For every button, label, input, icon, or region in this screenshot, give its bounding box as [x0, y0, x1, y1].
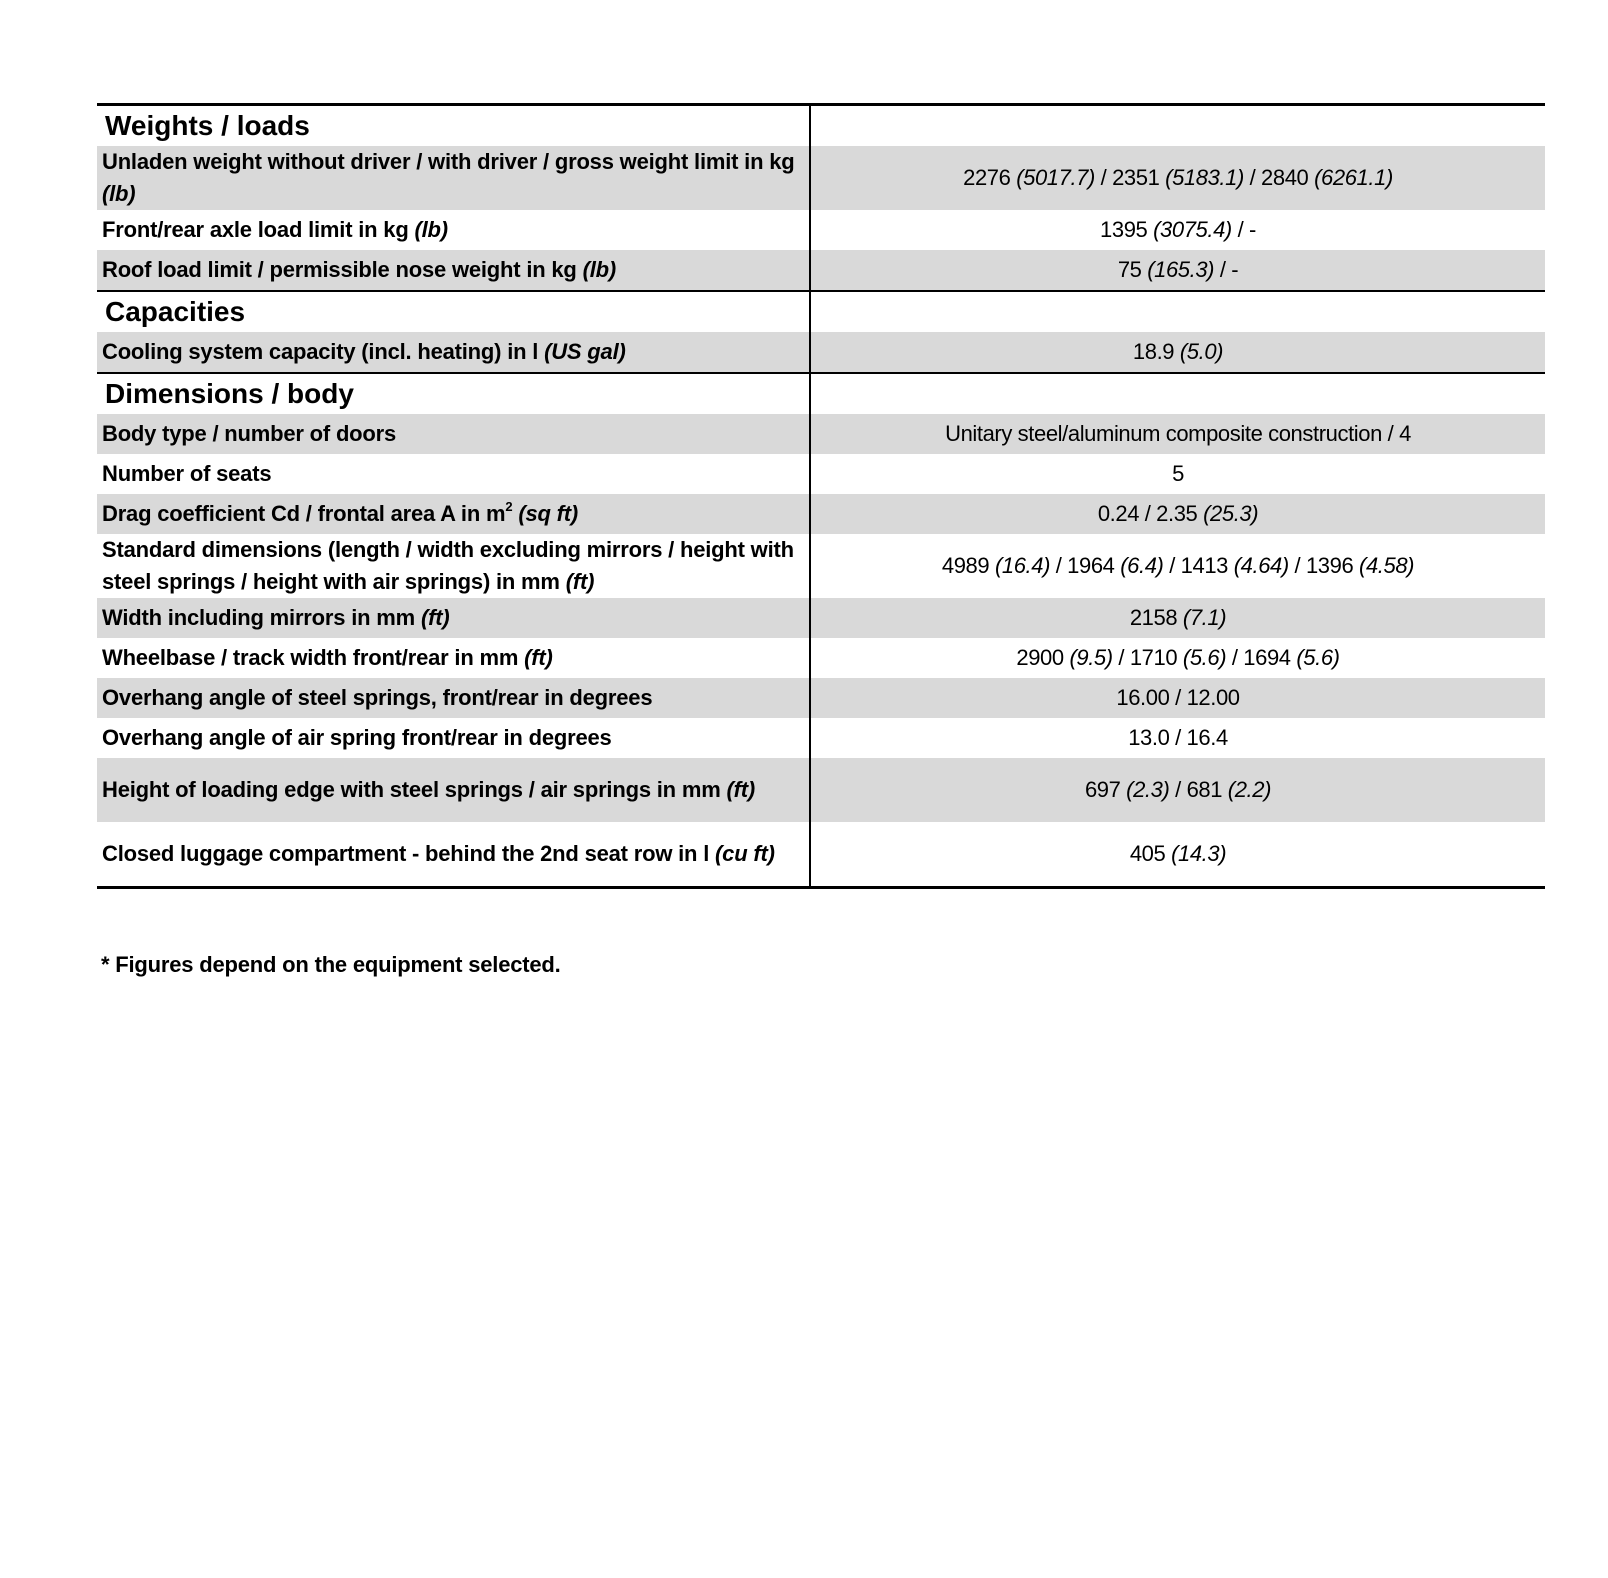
row-label: Width including mirrors in mm: [102, 605, 416, 630]
row-label-unit: (ft): [524, 645, 553, 670]
table-row: [97, 638, 1545, 678]
row-value: 18.9 (5.0): [810, 332, 1545, 373]
table-row: [97, 758, 1545, 822]
row-label-unit: (ft): [420, 605, 450, 630]
row-label: Unladen weight without driver / with driver / gross weight limit in kg: [102, 149, 795, 174]
row-value: 2158 (7.1): [810, 598, 1545, 638]
table-row: [97, 332, 1545, 373]
row-label-unit: (ft): [726, 777, 755, 802]
row-value: 4989 (16.4) / 1964 (6.4) / 1413 (4.64) / 1396 (4.58): [941, 553, 1415, 578]
row-label: Drag coefficient Cd / frontal area A in m: [102, 501, 506, 526]
footnote: * Figures depend on the equipment selected.: [101, 952, 561, 977]
row-value: Unitary steel/aluminum composite construction / 4: [810, 414, 1545, 454]
row-value: 697 (2.3) / 681 (2.2): [810, 758, 1545, 822]
section-title: Capacities: [97, 291, 810, 332]
superscript: 2: [505, 499, 513, 514]
table-row: [97, 210, 1545, 250]
row-label: Standard dimensions (length / width excluding mirrors / height with steel springs / height with air springs) in mm: [102, 537, 794, 594]
row-label-unit: (ft): [565, 569, 595, 594]
specifications-table: [97, 103, 1545, 889]
row-label: Height of loading edge with steel springs / air springs in mm: [102, 777, 721, 802]
section-capacities-header: [97, 291, 1545, 332]
table-row: [97, 414, 1545, 454]
row-value: 0.24 / 2.35 (25.3): [810, 494, 1545, 534]
row-value: 2276 (5017.7) / 2351 (5183.1) / 2840 (6261.1): [810, 146, 1545, 210]
table-row: [97, 534, 1545, 598]
table-row: [97, 822, 1545, 888]
section-dimensions-header: [97, 373, 1545, 414]
row-label-unit: (lb): [582, 257, 616, 282]
row-label: Overhang angle of steel springs, front/rear in degrees: [97, 678, 810, 718]
row-label: Number of seats: [97, 454, 810, 494]
row-label: Front/rear axle load limit in kg: [102, 217, 409, 242]
row-label-unit: (US gal): [544, 339, 626, 364]
row-label-unit: (cu ft): [715, 841, 775, 866]
row-label: Overhang angle of air spring front/rear in degrees: [97, 718, 810, 758]
row-label: Body type / number of doors: [97, 414, 810, 454]
section-title: Weights / loads: [97, 105, 810, 147]
row-value: 5: [1172, 461, 1184, 486]
table-row: [97, 598, 1545, 638]
row-label: Closed luggage compartment - behind the 2nd seat row in l: [102, 841, 710, 866]
row-label: Roof load limit / permissible nose weight in kg: [102, 257, 577, 282]
row-value: 16.00 / 12.00: [810, 678, 1545, 718]
row-value: 2900 (9.5) / 1710 (5.6) / 1694 (5.6): [1016, 645, 1340, 670]
row-label: Cooling system capacity (incl. heating) in l: [102, 339, 539, 364]
table-row: [97, 146, 1545, 210]
section-weights-header: [97, 105, 1545, 147]
table-row: [97, 718, 1545, 758]
table-row: [97, 250, 1545, 291]
table-row: [97, 678, 1545, 718]
row-label-unit: (lb): [102, 181, 136, 206]
row-value: 13.0 / 16.4: [1128, 725, 1228, 750]
row-label-unit: (lb): [414, 217, 448, 242]
table-row: [97, 454, 1545, 494]
row-value: 75 (165.3) / -: [810, 250, 1545, 291]
row-label-unit: (sq ft): [518, 501, 579, 526]
row-value: 1395 (3075.4) / -: [1100, 217, 1256, 242]
row-label: Wheelbase / track width front/rear in mm: [102, 645, 519, 670]
section-title: Dimensions / body: [97, 373, 810, 414]
row-value: 405 (14.3): [810, 822, 1545, 888]
table-row: [97, 494, 1545, 534]
